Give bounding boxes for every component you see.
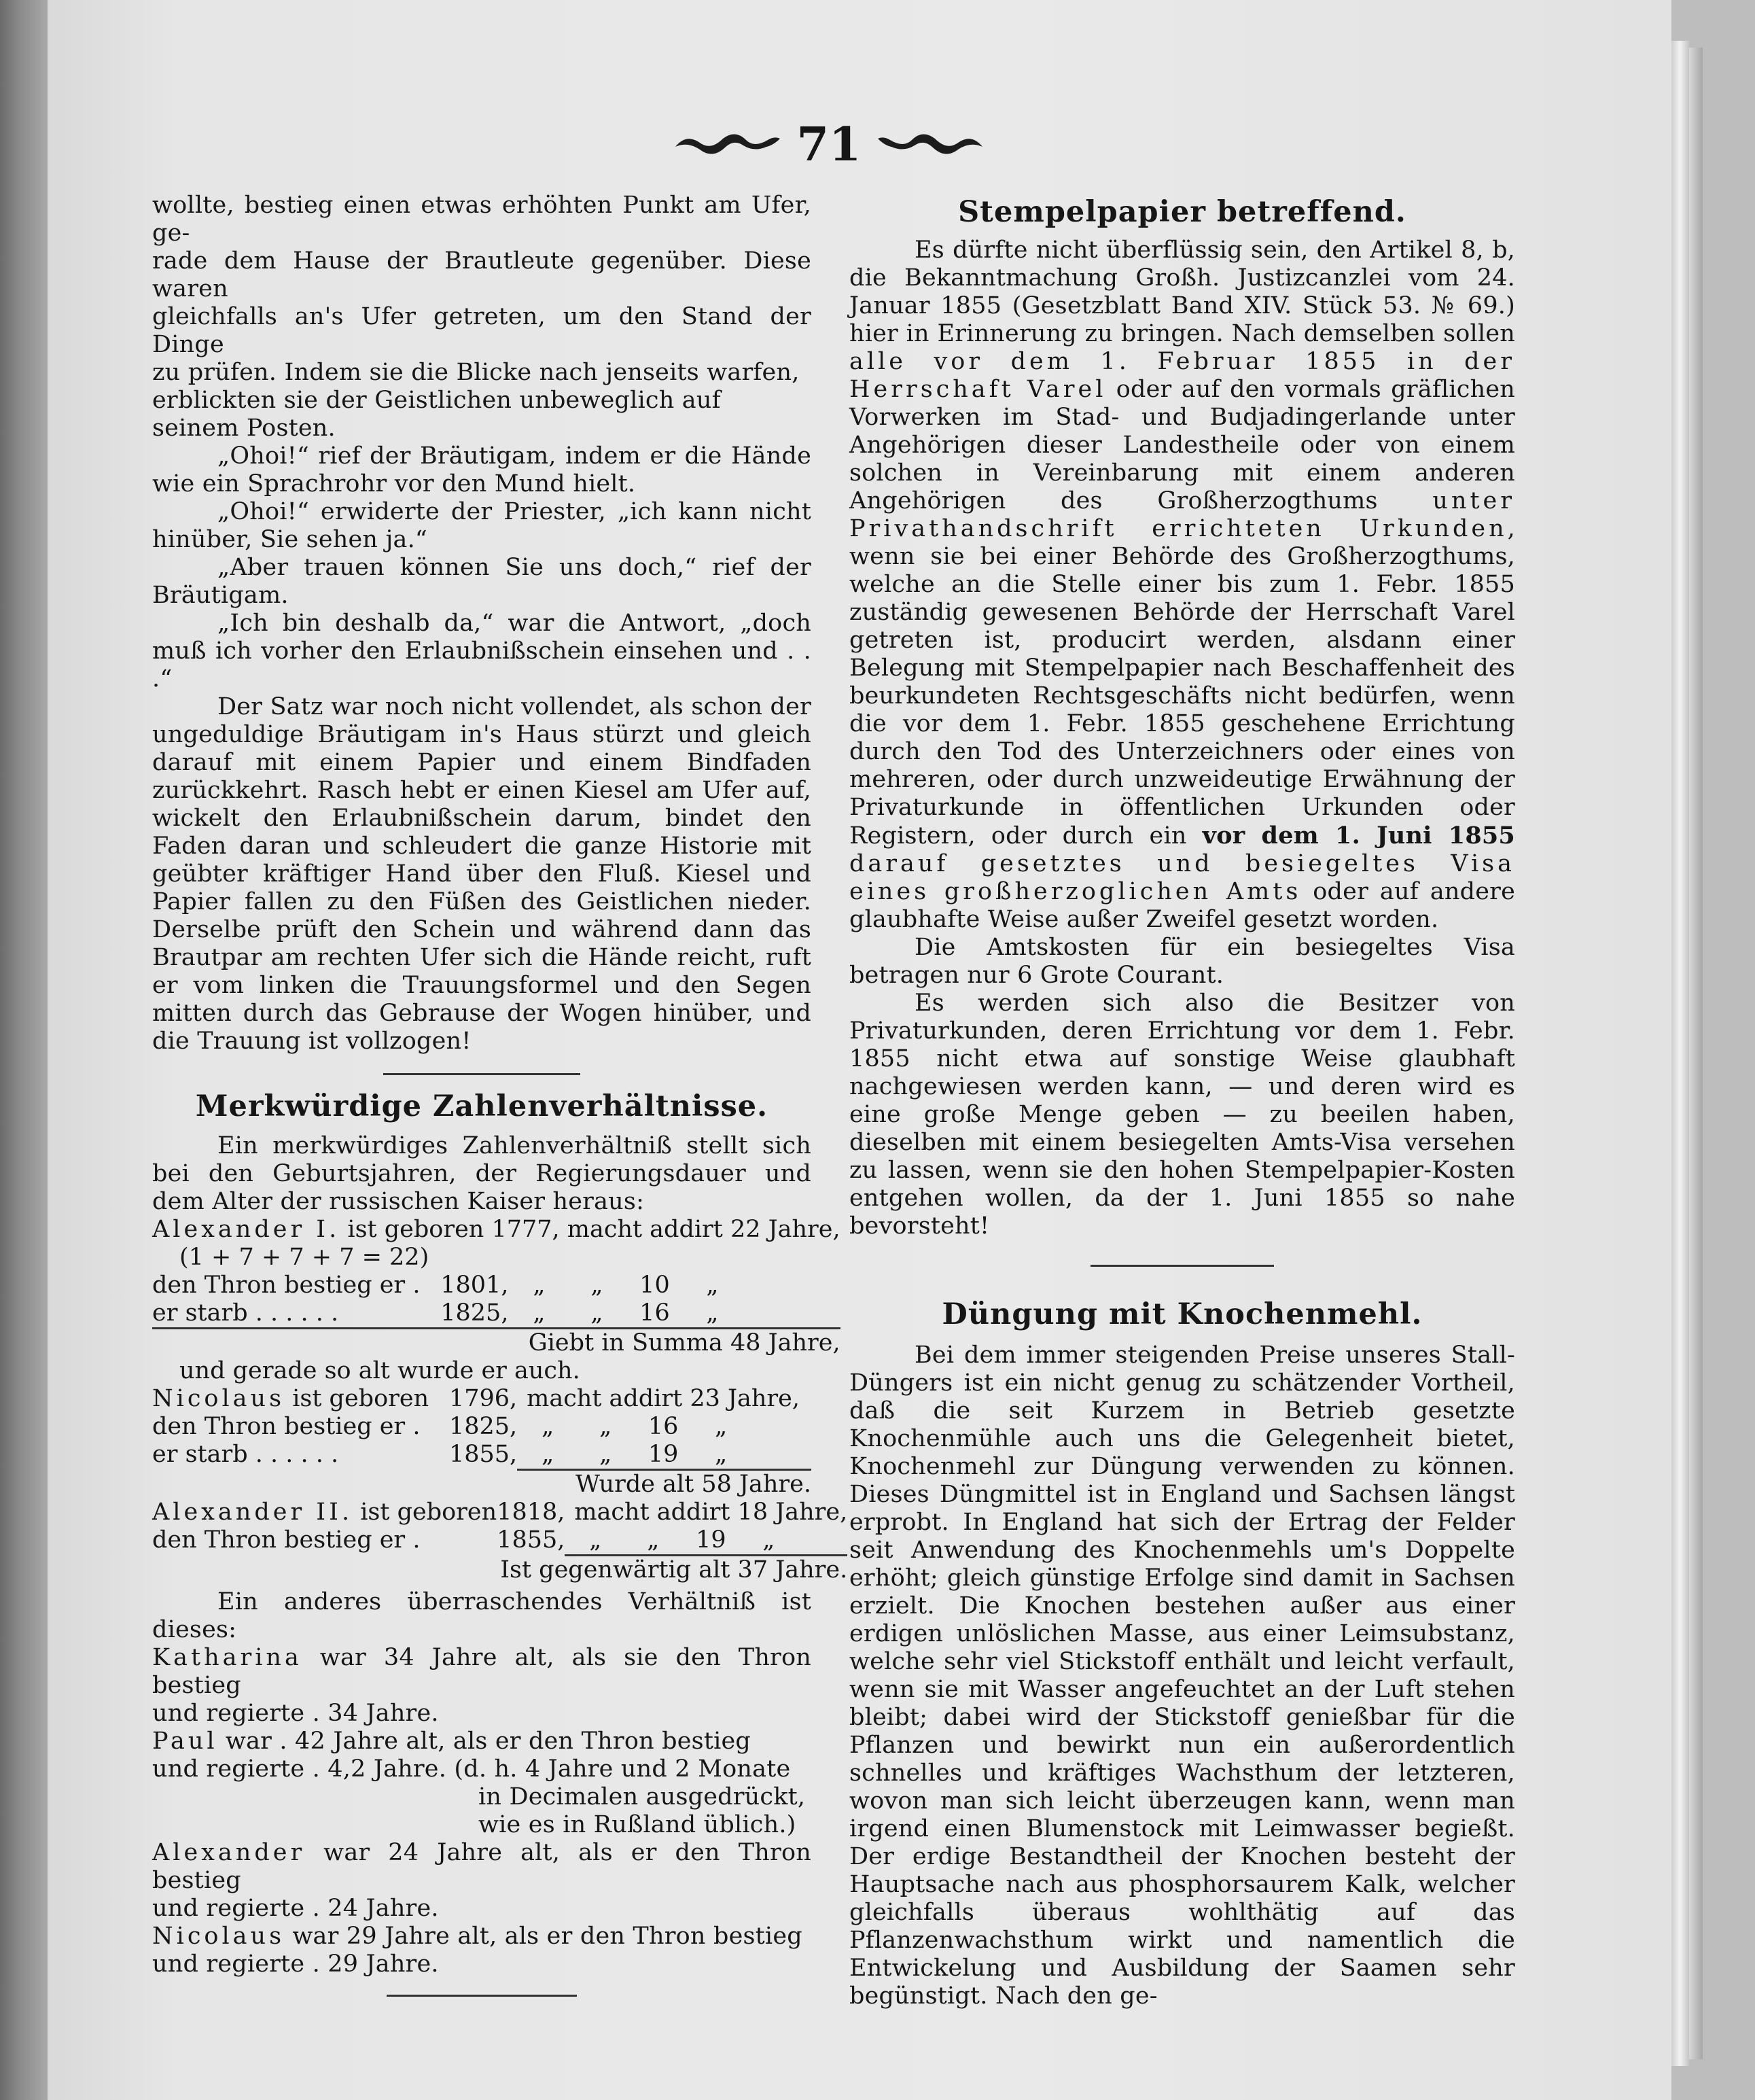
alexander-2-table — [152, 1499, 847, 1584]
right-column — [849, 192, 1515, 2010]
dialog-paragraph: „Ich bin deshalb da,“ war die Antwort, „doch muß ich vorher den Erlaubnißschein einsehen und . . .“ — [152, 610, 811, 693]
story-paragraph: Der Satz war noch nicht vollendet, als schon der ungeduldige Bräutigam in's Haus stürzt und gleich darauf mit einem Papier und einem Bindfaden zurückkehrt. Rasch hebt er einen Kiesel am Ufer auf, wickelt den Erlaubnißschein darum, bindet den Faden daran und schleudert die ganze Historie mit geübter kräftiger Hand über den Fluß. Kiesel und Papier fallen zu den Füßen des Geistlichen nieder. Derselbe prüft den Schein und während dann das Brautpar am rechten Ufer sich die Hände reicht, ruft er vom linken die Trauungsformel und den Segen mitten durch das Gebrause der Wogen hinüber, und die Trauung ist vollzogen! — [152, 693, 811, 1055]
section-divider — [383, 1073, 580, 1075]
article-paragraph: Bei dem immer steigenden Preise unseres Stall-Düngers ist ein nicht genug zu schätzender Vortheil, daß die seit Kurzem in Betrieb gesetzte Knochenmühle auch uns die Gelegenheit bietet, Knochenmehl zur Düngung verwenden zu können. Dieses Düngmittel ist in England und Sachsen längst erprobt. In England hat sich der Ertrag der Felder seit Anwendung des Knochenmehls um's Doppelte erhöht; gleich günstige Erfolge sind damit in Sachsen erzielt. Die Knochen bestehen außer aus einer erdigen unlöslichen Masse, aus einer Leimsubstanz, welche sehr viel Stickstoff enthält und leicht verfault, wenn sie mit Wasser angefeuchtet an der Luft stehen bleibt; dabei wird der Stickstoff genießbar für die Pflanzen und bewirkt nun ein außerordentlich schnelles und kräftiges Wachsthum der letzteren, wovon man sich leicht überzeugen kann, wenn man irgend einen Blumenstock mit Leimwasser begießt. Der erdige Bestandtheil der Knochen besteht der Hauptsache nach aus phosphorsaurem Kalk, welcher gleichfalls überaus wohlthätig auf das Pflanzenwachsthum wirkt und namentlich die Entwickelung und Ausbildung der Saamen sehr begünstigt. Nach den ge- — [849, 1342, 1515, 2010]
table-row: Nicolaus ist geboren 1796, macht addirt 23 Jahre, — [152, 1385, 800, 1412]
table-row: Giebt in Summa 48 Jahre, — [528, 1329, 840, 1357]
story-line: gleichfalls an's Ufer getreten, um den Stand der Dinge — [152, 303, 811, 358]
list-item: wie es in Rußland üblich.) — [478, 1811, 796, 1838]
article-title-duengung: Düngung mit Knochenmehl. — [942, 1297, 1423, 1331]
list-item: Nicolaus war 29 Jahre alt, als er den Thron bestieg — [152, 1923, 802, 1950]
list-item: und regierte . 4,2 Jahre. (d. h. 4 Jahre und 2 Monate — [152, 1755, 791, 1783]
nicolaus-table — [152, 1385, 811, 1499]
story-line: wollte, bestieg einen etwas erhöhten Punkt am Ufer, ge- — [152, 192, 811, 247]
section-divider — [387, 1995, 577, 1997]
table-row: und gerade so alt wurde er auch. — [179, 1357, 580, 1384]
table-row: er starb . . . . . . 1855, „ „ 19 „ — [152, 1441, 811, 1470]
table-row: Ist gegenwärtig alt 37 Jahre. — [500, 1556, 848, 1583]
dialog-paragraph: „Ohoi!“ erwiderte der Priester, „ich kann nicht hinüber, Sie sehen ja.“ — [152, 498, 811, 553]
list-item: und regierte . 24 Jahre. — [152, 1895, 439, 1922]
list-item: und regierte . 29 Jahre. — [152, 1950, 439, 1978]
table-row: den Thron bestieg er . 1801, „ „ 10 „ — [152, 1272, 719, 1299]
story-line: rade dem Hause der Brautleute gegenüber. Diese waren — [152, 247, 811, 302]
left-column — [152, 192, 848, 1997]
list-item: in Decimalen ausgedrückt, — [478, 1783, 806, 1810]
article-title-stempelpapier: Stempelpapier betreffend. — [958, 195, 1406, 229]
page-edge — [1671, 41, 1689, 2066]
dialog-paragraph: „Ohoi!“ rief der Bräutigam, indem er die Hände wie ein Sprachrohr vor den Mund hielt. — [152, 442, 811, 497]
article-intro: Ein merkwürdiges Zahlenverhältniß stellt sich bei den Geburtsjahren, der Regierungsdauer und dem Alter der russischen Kaiser heraus: — [152, 1132, 811, 1215]
page-header — [673, 114, 985, 175]
right-ornament-icon — [876, 129, 985, 159]
article-paragraph: Die Amtskosten für ein besiegeltes Visa betragen nur 6 Grote Courant. — [849, 934, 1515, 989]
alexander-1-table — [152, 1216, 840, 1385]
book-spine — [0, 0, 48, 2100]
left-ornament-icon — [673, 129, 781, 159]
other-intro: Ein anderes überraschendes Verhältniß ist dieses: — [152, 1588, 811, 1643]
page-number: 71 — [796, 118, 862, 172]
table-row: Wurde alt 58 Jahre. — [575, 1471, 811, 1498]
article-paragraph: Es werden sich also die Besitzer von Privaturkunden, deren Errichtung vor dem 1. Febr. 1855 nicht etwa auf sonstige Weise glaubhaft nachgewiesen werden kann, — und deren wird es eine große Menge geben — zu beeilen haben, dieselben mit einem besiegelten Amts-Visa versehen zu lassen, wenn sie den hohen Stempelpapier-Kosten entgehen wollen, da der 1. Juni 1855 so nahe bevorsteht! — [849, 990, 1515, 1240]
list-item: Paul war . 42 Jahre alt, als er den Thron bestieg — [152, 1728, 751, 1755]
section-divider — [1091, 1265, 1274, 1267]
list-item: Katharina war 34 Jahre alt, als sie den Thron bestieg — [152, 1644, 811, 1699]
table-row: Alexander II. ist geboren 1818, macht addirt 18 Jahre, — [152, 1499, 848, 1526]
article-title-zahlen: Merkwürdige Zahlenverhältnisse. — [195, 1089, 768, 1123]
table-row: (1 + 7 + 7 + 7 = 22) — [179, 1244, 429, 1271]
table-row: er starb . . . . . . 1825, „ „ 16 „ — [152, 1299, 840, 1329]
page-edge-shadow — [1689, 48, 1703, 2059]
story-line: erblickten sie der Geistlichen unbeweglich auf seinem Posten. — [152, 387, 721, 442]
list-item: und regierte . 34 Jahre. — [152, 1700, 439, 1727]
table-row: Alexander I. ist geboren 1777, macht addirt 22 Jahre, — [152, 1216, 840, 1243]
table-row: den Thron bestieg er . 1825, „ „ 16 „ — [152, 1413, 728, 1440]
list-item: Alexander war 24 Jahre alt, als er den Thron bestieg — [152, 1839, 811, 1894]
table-row: den Thron bestieg er . 1855, „ „ 19 „ — [152, 1526, 847, 1556]
dialog-paragraph: „Aber trauen können Sie uns doch,“ rief der Bräutigam. — [152, 554, 811, 609]
article-paragraph: Es dürfte nicht überflüssig sein, den Artikel 8, b, die Bekanntmachung Großh. Justizcanzlei vom 24. Januar 1855 (Gesetzblatt Band XIV. Stück 53. № 69.) hier in Erinnerung zu bringen. Nach demselben sollen alle vor dem 1. Februar 1855 in der Herrschaft Varel oder auf den vormals gräflichen Vorwerken im Stad- und Budjadingerlande unter Angehörigen dieser Landestheile oder von einem solchen in Vereinbarung mit einem anderen Angehörigen des Großherzogthums unter Privathandschrift errichteten Urkunden, wenn sie bei einer Behörde des Großherzogthums, welche an die Stelle einer bis zum 1. Febr. 1855 zuständig gewesenen Behörde der Herrschaft Varel getreten ist, producirt werden, alsdann einer Belegung mit Stempelpapier nach Beschaffenheit des beurkundeten Rechtsgeschäfts nicht bedürfen, wenn die vor dem 1. Febr. 1855 geschehene Errichtung durch den Tod des Unterzeichners oder eines von mehreren, oder durch unzweideutige Erwähnung der Privaturkunde in öffentlichen Urkunden oder Registern, oder durch ein vor dem 1. Juni 1855 darauf gesetztes und besiegeltes Visa eines großherzoglichen Amts oder auf andere glaubhafte Weise außer Zweifel gesetzt worden. — [849, 237, 1515, 933]
story-line: zu prüfen. Indem sie die Blicke nach jenseits warfen, — [152, 359, 800, 386]
